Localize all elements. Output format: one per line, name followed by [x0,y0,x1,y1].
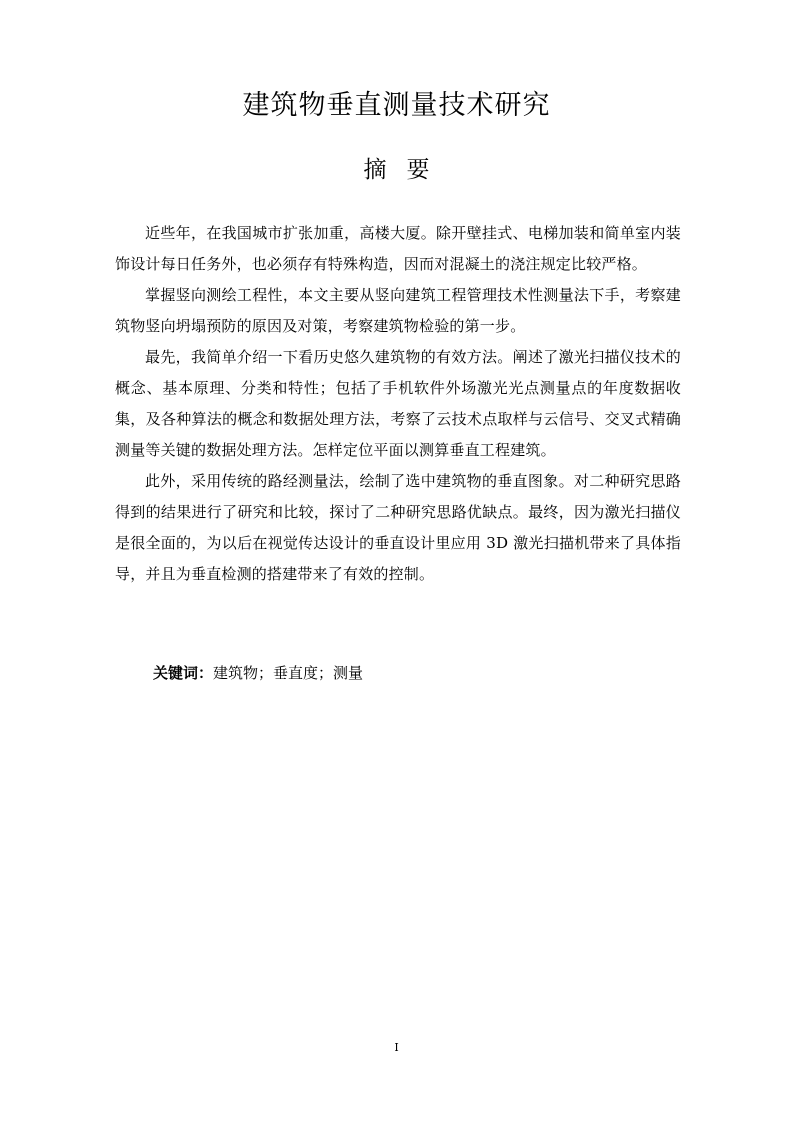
abstract-paragraph-2: 掌握竖向测绘工程性，本文主要从竖向建筑工程管理技术性测量法下手，考察建筑物竖向坍塌预防的原因及对策，考察建筑物检验的第一步。 [115,286,681,335]
abstract-body [115,218,681,590]
keywords-line [153,659,363,687]
abstract-paragraph-4: 此外，采用传统的路经测量法，绘制了选中建筑物的垂直图象。对二种研究思路得到的结果进行了研究和比较，探讨了二种研究思路优缺点。最终，因为激光扫描仪是很全面的，为以后在视觉传达设计的垂直设计里应用 3D 激光扫描机带来了具体指导，并且为垂直检测的搭建带来了有效的控制。 [115,472,681,583]
keywords-value: 建筑物；垂直度；测量 [213,664,364,682]
keywords-label: 关键词： [153,664,214,682]
abstract-heading: 摘要 [363,157,450,183]
document-title: 建筑物垂直测量技术研究 [242,90,551,121]
page-number: I [394,1041,399,1054]
abstract-paragraph-1: 近些年，在我国城市扩张加重，高楼大厦。除开壁挂式、电梯加装和简单室内装饰设计每日任务外，也必须存有特殊构造，因而对混凝土的浇注规定比较严格。 [115,224,681,273]
abstract-paragraph-3: 最先，我简单介绍一下看历史悠久建筑物的有效方法。阐述了激光扫描仪技术的概念、基本原理、分类和特性；包括了手机软件外场激光光点测量点的年度数据收集，及各种算法的概念和数据处理方法，考察了云技术点取样与云信号、交叉式精确测量等关键的数据处理方法。怎样定位平面以测算垂直工程建筑。 [115,348,681,459]
